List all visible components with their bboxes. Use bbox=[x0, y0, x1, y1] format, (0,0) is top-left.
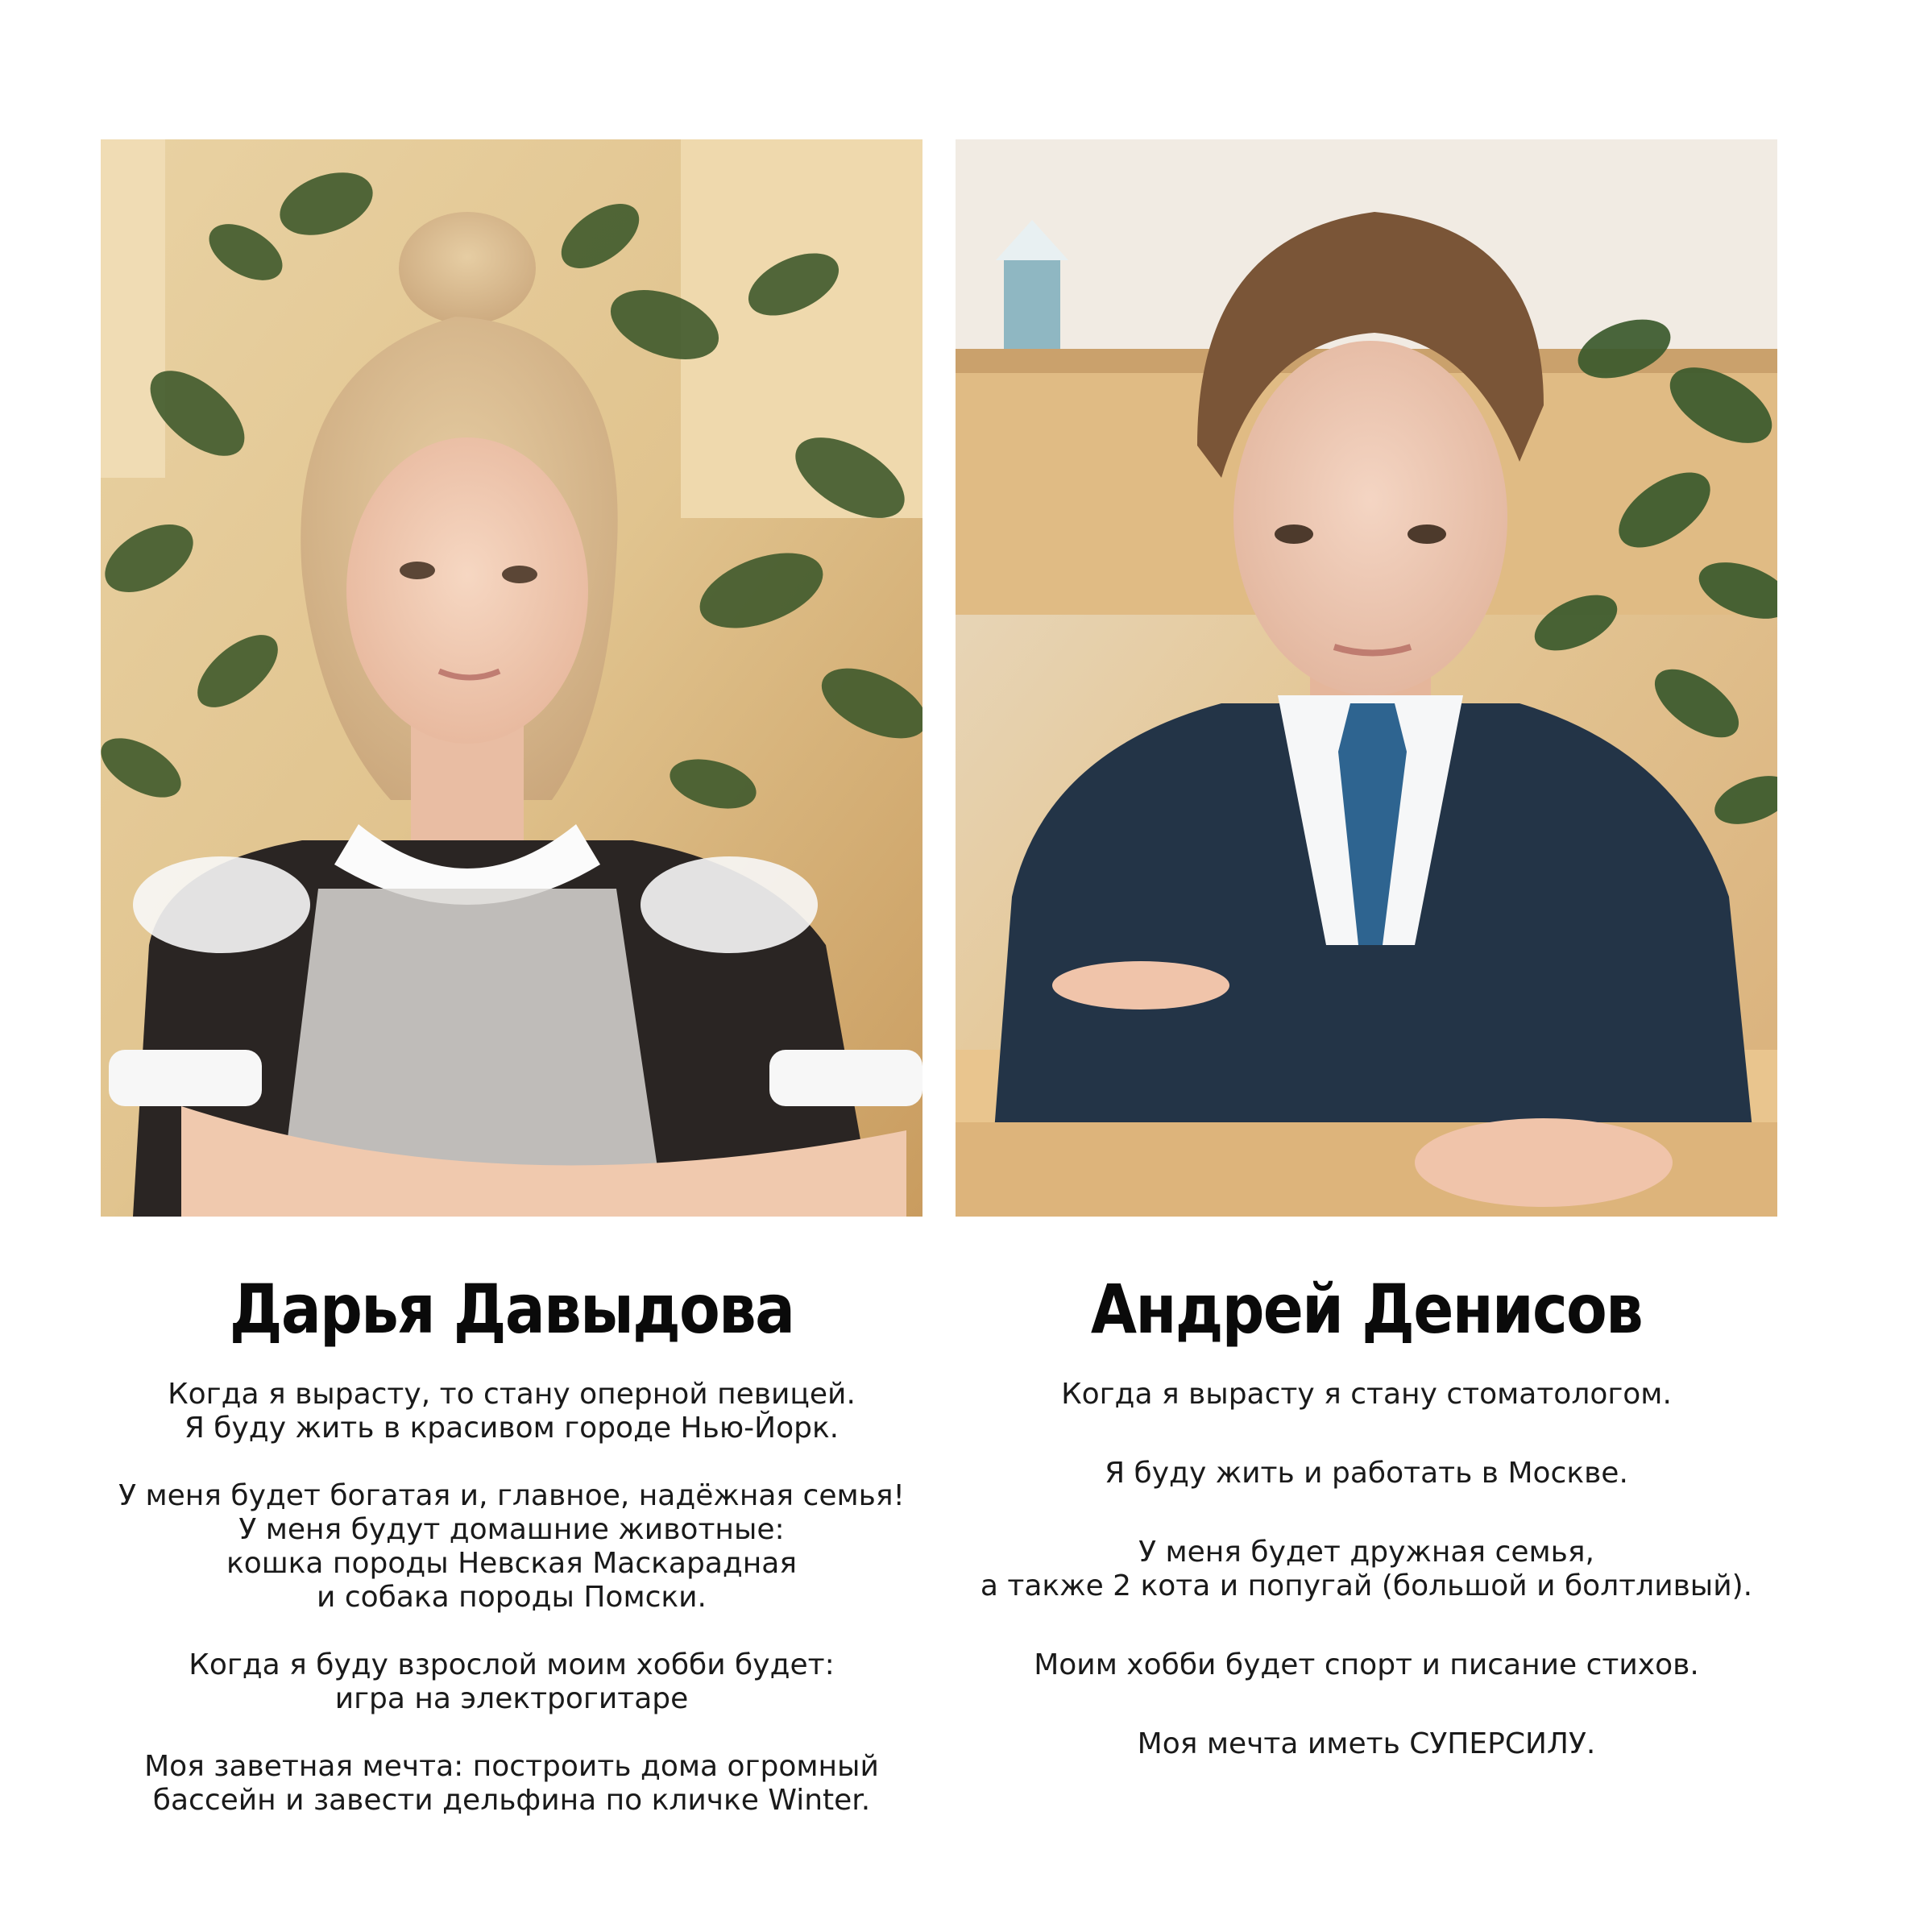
student-bio bbox=[101, 1378, 922, 1851]
bio-line: Моя заветная мечта: построить дома огромный bbox=[144, 1750, 879, 1783]
bio-line: а также 2 кота и попугай (большой и болтливый). bbox=[980, 1569, 1753, 1602]
bio-paragraph bbox=[956, 1727, 1777, 1761]
bio-paragraph bbox=[956, 1457, 1777, 1490]
student-card-darya bbox=[101, 0, 922, 1932]
bio-line: кошка породы Невская Маскарадная bbox=[226, 1547, 798, 1580]
bio-paragraph bbox=[101, 1648, 922, 1716]
bio-line: У меня будут домашние животные: bbox=[238, 1513, 785, 1546]
bio-line: Когда я буду взрослой моим хобби будет: bbox=[189, 1648, 835, 1681]
bio-paragraph bbox=[956, 1378, 1777, 1412]
bio-paragraph bbox=[956, 1648, 1777, 1682]
bio-line: Моя мечта иметь СУПЕРСИЛУ. bbox=[1137, 1727, 1596, 1760]
bio-line: Я буду жить и работать в Москве. bbox=[1105, 1457, 1628, 1490]
bio-line: Когда я вырасту, то стану оперной певицей. bbox=[168, 1378, 856, 1411]
bio-line: и собака породы Помски. bbox=[317, 1581, 707, 1614]
student-card-andrey bbox=[956, 0, 1777, 1932]
bio-line: У меня будет богатая и, главное, надёжная семья! bbox=[118, 1479, 905, 1512]
bio-line: Когда я вырасту я стану стоматологом. bbox=[1061, 1378, 1672, 1411]
bio-line: бассейн и завести дельфина по кличке Winter. bbox=[152, 1784, 871, 1817]
bio-line: игра на электрогитаре bbox=[334, 1682, 689, 1715]
student-bio bbox=[956, 1378, 1777, 1806]
bio-line: Моим хобби будет спорт и писание стихов. bbox=[1034, 1648, 1699, 1681]
portrait-boy-photo bbox=[956, 139, 1777, 1217]
student-name: Дарья Давыдова bbox=[229, 1270, 794, 1349]
student-name: Андрей Денисов bbox=[1090, 1270, 1643, 1349]
bio-paragraph bbox=[101, 1479, 922, 1615]
bio-paragraph bbox=[956, 1536, 1777, 1603]
portrait-girl-photo bbox=[101, 139, 922, 1217]
bio-paragraph bbox=[101, 1378, 922, 1445]
bio-line: Я буду жить в красивом городе Нью-Йорк. bbox=[184, 1412, 840, 1445]
bio-line: У меня будет дружная семья, bbox=[1138, 1536, 1594, 1569]
bio-paragraph bbox=[101, 1750, 922, 1818]
